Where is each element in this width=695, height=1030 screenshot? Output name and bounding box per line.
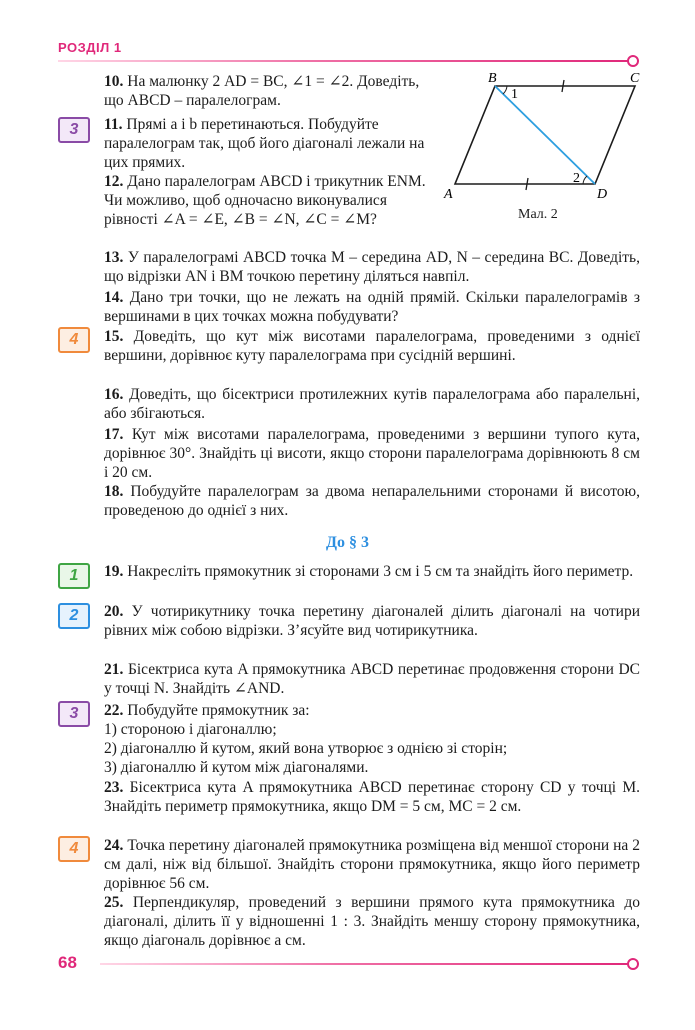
problem-23: 23. Бісектриса кута A прямокутника ABCD перетинає сторону CD у точці M. Знайдіть периметр прямокутника, якщо DM = 5 см, MC = 2 см.: [104, 779, 641, 815]
problem-22-item: 3) діагоналлю й кутом між діагоналями.: [104, 759, 369, 776]
problem-15: 15. Доведіть, що кут між висотами паралелограма, проведеними з однієї вершини, дорівнює куту паралелограма при сусідній вершині.: [104, 328, 640, 364]
parallelogram-figure: [440, 66, 650, 206]
diagonal-bd: [495, 86, 595, 184]
problem-20: 20. У чотирикутнику точка перетину діагоналей ділить діагоналі на чотири рівних між собою відрізки. З’ясуйте вид чотирикутника.: [104, 603, 641, 639]
angle2-arc: [583, 176, 587, 184]
page-number: 68: [58, 953, 77, 972]
problem-16: 16. Доведіть, що бісектриси протилежних кутів паралелограма або паралельні, або збігаються.: [104, 386, 641, 422]
problem-12: 12. Дано паралелограм ABCD і трикутник ENM. Чи можливо, щоб одночасно виконувалися рівності ∠A = ∠E, ∠B = ∠N, ∠C = ∠M?: [104, 173, 426, 228]
footer-rule-end: [627, 958, 639, 970]
angle1-arc: [503, 86, 507, 94]
problem-22-item: 2) діагоналлю й кутом, який вона утворює з однією зі сторін;: [104, 740, 508, 757]
header-rule: [58, 60, 631, 62]
problem-18: 18. Побудуйте паралелограм за двома непаралельними сторонами й висотою, проведеною до однієї з них.: [104, 483, 640, 519]
level-badge-3: 3: [58, 117, 90, 143]
point-c-label: C: [630, 71, 640, 86]
point-b-label: B: [488, 71, 497, 86]
problem-10: 10. На малюнку 2 AD = BC, ∠1 = ∠2. Доведіть, що ABCD – паралелограм.: [104, 73, 420, 109]
point-d-label: D: [597, 187, 608, 202]
point-a-label: A: [444, 187, 453, 202]
figure-caption: Мал. 2: [518, 207, 558, 222]
level-badge-1: 1: [58, 563, 90, 589]
problem-24: 24. Точка перетину діагоналей прямокутника розміщена від меншої сторони на 2 см далі, ніж від більшої. Знайдіть сторони прямокутника, якщо його периметр дорівнює 56 см.: [104, 837, 640, 892]
problem-21: 21. Бісектриса кута A прямокутника ABCD перетинає продовження сторони DC у точці N. Знайдіть ∠AND.: [104, 661, 640, 697]
problem-22-item: 1) стороною і діагоналлю;: [104, 721, 277, 738]
angle1-label: 1: [511, 87, 518, 102]
level-badge-4: 4: [58, 836, 90, 862]
footer-rule: [100, 963, 631, 965]
problem-11: 11. Прямі a і b перетинаються. Побудуйте паралелограм так, щоб його діагоналі лежали на цих прямих.: [104, 116, 425, 171]
problem-13: 13. У паралелограмі ABCD точка M – середина AD, N – середина BC. Доведіть, що відрізки AN і BM точкою перетину діляться навпіл.: [104, 249, 640, 285]
angle2-label: 2: [573, 171, 580, 186]
problem-14: 14. Дано три точки, що не лежать на одній прямій. Скільки паралелограмів з вершинами в цих точках можна побудувати?: [104, 289, 640, 325]
problem-25: 25. Перпендикуляр, проведений з вершини прямого кута прямокутника до діагоналі, ділить її у відношенні 1 : 3. Знайдіть меншу сторону прямокутника, якщо діагональ дорівнює a см.: [104, 894, 641, 949]
level-badge-3: 3: [58, 701, 90, 727]
section-label: РОЗДІЛ 1: [58, 40, 122, 55]
problem-22: 22. Побудуйте прямокутник за: 1) стороною і діагоналлю; 2) діагоналлю й кутом, який вона утворює з однією зі сторін; 3) діагоналлю й кутом між діагоналями.: [104, 701, 640, 777]
problem-19: 19. Накресліть прямокутник зі сторонами 3 см і 5 см та знайдіть його периметр.: [104, 563, 634, 580]
level-badge-2: 2: [58, 603, 90, 629]
level-badge-4: 4: [58, 327, 90, 353]
problem-17: 17. Кут між висотами паралелограма, проведеними з вершини тупого кута, дорівнює 30°. Знайдіть ці висоти, якщо сторони паралелограма дорівнюють 8 см і 20 см.: [104, 426, 641, 481]
section-heading: До § 3: [325, 534, 369, 551]
